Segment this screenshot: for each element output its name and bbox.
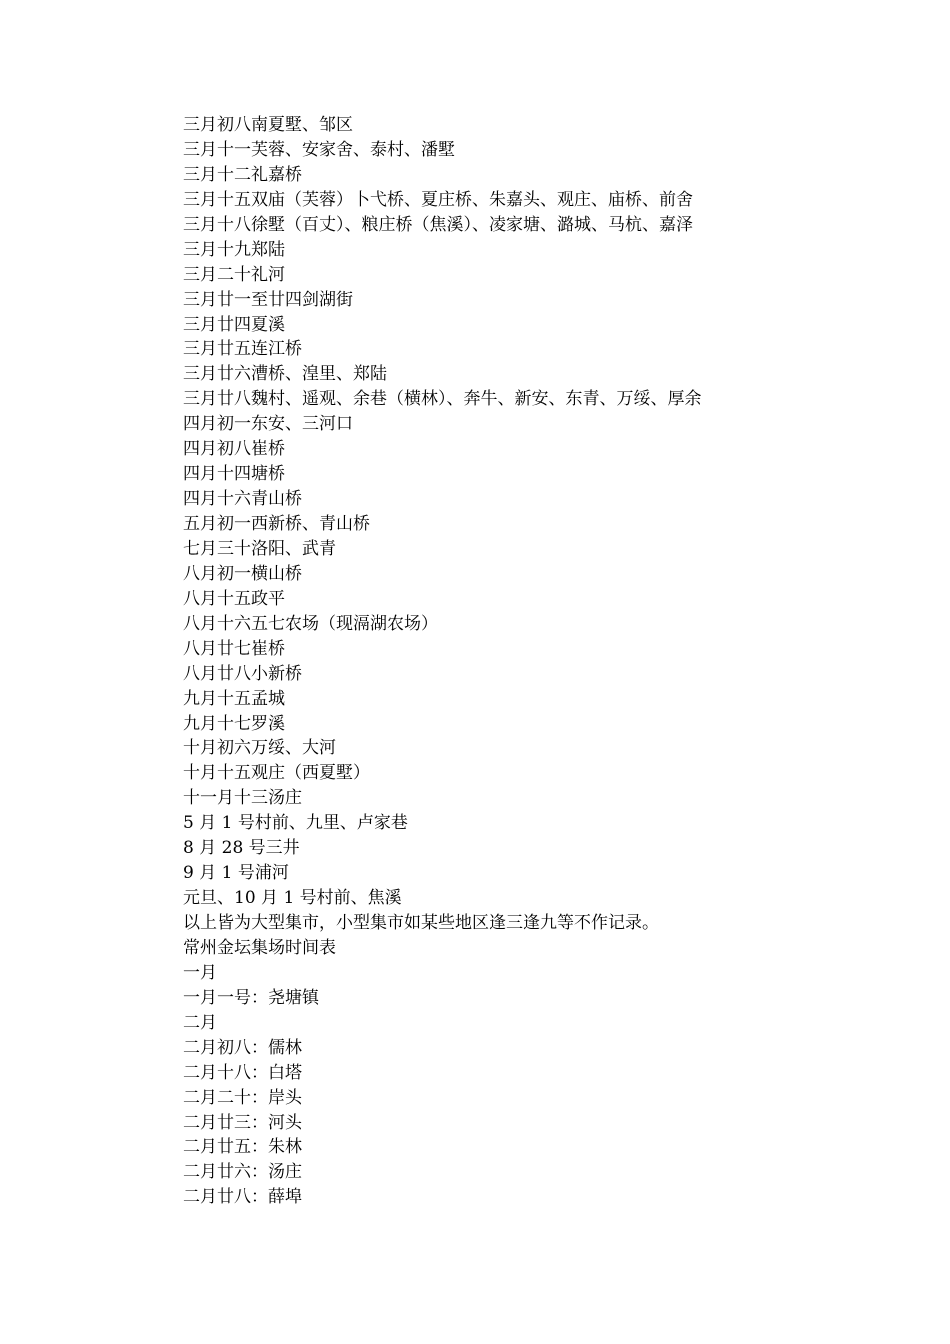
text-line: 5 月 1 号村前、九里、卢家巷 — [183, 813, 408, 834]
text-line: 二月廿五：朱林 — [183, 1137, 302, 1158]
text-line: 十月初六万绥、大河 — [183, 738, 336, 759]
text-line: 三月廿八魏村、遥观、余巷（横林）、奔牛、新安、东青、万绥、厚余 — [183, 389, 702, 410]
text-line: 八月十五政平 — [183, 588, 285, 609]
text-line: 四月初一东安、三河口 — [183, 414, 353, 435]
text-line: 八月廿七崔桥 — [183, 638, 285, 659]
text-line: 三月廿六漕桥、湟里、郑陆 — [183, 364, 387, 385]
text-line: 四月十六青山桥 — [183, 489, 302, 510]
text-line: 四月初八崔桥 — [183, 439, 285, 460]
text-line: 三月十二礼嘉桥 — [183, 164, 302, 185]
text-line: 三月十九郑陆 — [183, 239, 285, 260]
text-line: 五月初一西新桥、青山桥 — [183, 514, 370, 534]
text-line: 三月廿四夏溪 — [183, 314, 285, 335]
month-heading: 一月 — [183, 962, 217, 983]
text-line: 三月初八南夏墅、邹区 — [183, 115, 353, 135]
text-line: 十一月十三汤庄 — [183, 788, 302, 809]
text-line: 八月廿八小新桥 — [183, 663, 302, 684]
text-line: 二月初八：儒林 — [183, 1037, 302, 1058]
section-title: 常州金坛集场时间表 — [183, 937, 336, 958]
text-line: 一月一号：尧塘镇 — [183, 987, 319, 1008]
text-line: 七月三十洛阳、武青 — [183, 538, 336, 559]
text-line: 二月廿三：河头 — [183, 1112, 302, 1133]
text-line: 二月廿六：汤庄 — [183, 1162, 302, 1183]
text-line: 八月初一横山桥 — [183, 563, 302, 584]
text-line: 九月十七罗溪 — [183, 713, 285, 734]
text-line: 二月二十：岸头 — [183, 1087, 302, 1108]
text-line: 9 月 1 号浦河 — [183, 863, 289, 884]
text-line: 三月廿五连江桥 — [183, 339, 302, 360]
note-line: 以上皆为大型集市，小型集市如某些地区逢三逢九等不作记录。 — [183, 913, 659, 933]
text-line: 八月十六五七农场（现滆湖农场） — [183, 613, 438, 634]
text-line: 二月廿八：薛埠 — [183, 1187, 302, 1208]
text-line: 元旦、10 月 1 号村前、焦溪 — [183, 888, 402, 909]
month-heading: 二月 — [183, 1012, 217, 1033]
text-line: 三月廿一至廿四剑湖街 — [183, 289, 353, 310]
text-line: 九月十五孟城 — [183, 688, 285, 709]
text-line: 三月十八徐墅（百丈）、粮庄桥（焦溪）、凌家塘、潞城、马杭、嘉泽 — [183, 214, 693, 235]
text-line: 三月二十礼河 — [183, 264, 285, 285]
text-line: 三月十一芙蓉、安家舍、泰村、潘墅 — [183, 139, 455, 160]
text-line: 十月十五观庄（西夏墅） — [183, 763, 370, 784]
text-line: 三月十五双庙（芙蓉）卜弋桥、夏庄桥、朱嘉头、观庄、庙桥、前舍 — [183, 189, 693, 210]
document-body — [183, 113, 883, 1210]
text-line: 8 月 28 号三井 — [183, 838, 300, 859]
text-line: 四月十四塘桥 — [183, 464, 285, 485]
text-line: 二月十八：白塔 — [183, 1062, 302, 1083]
